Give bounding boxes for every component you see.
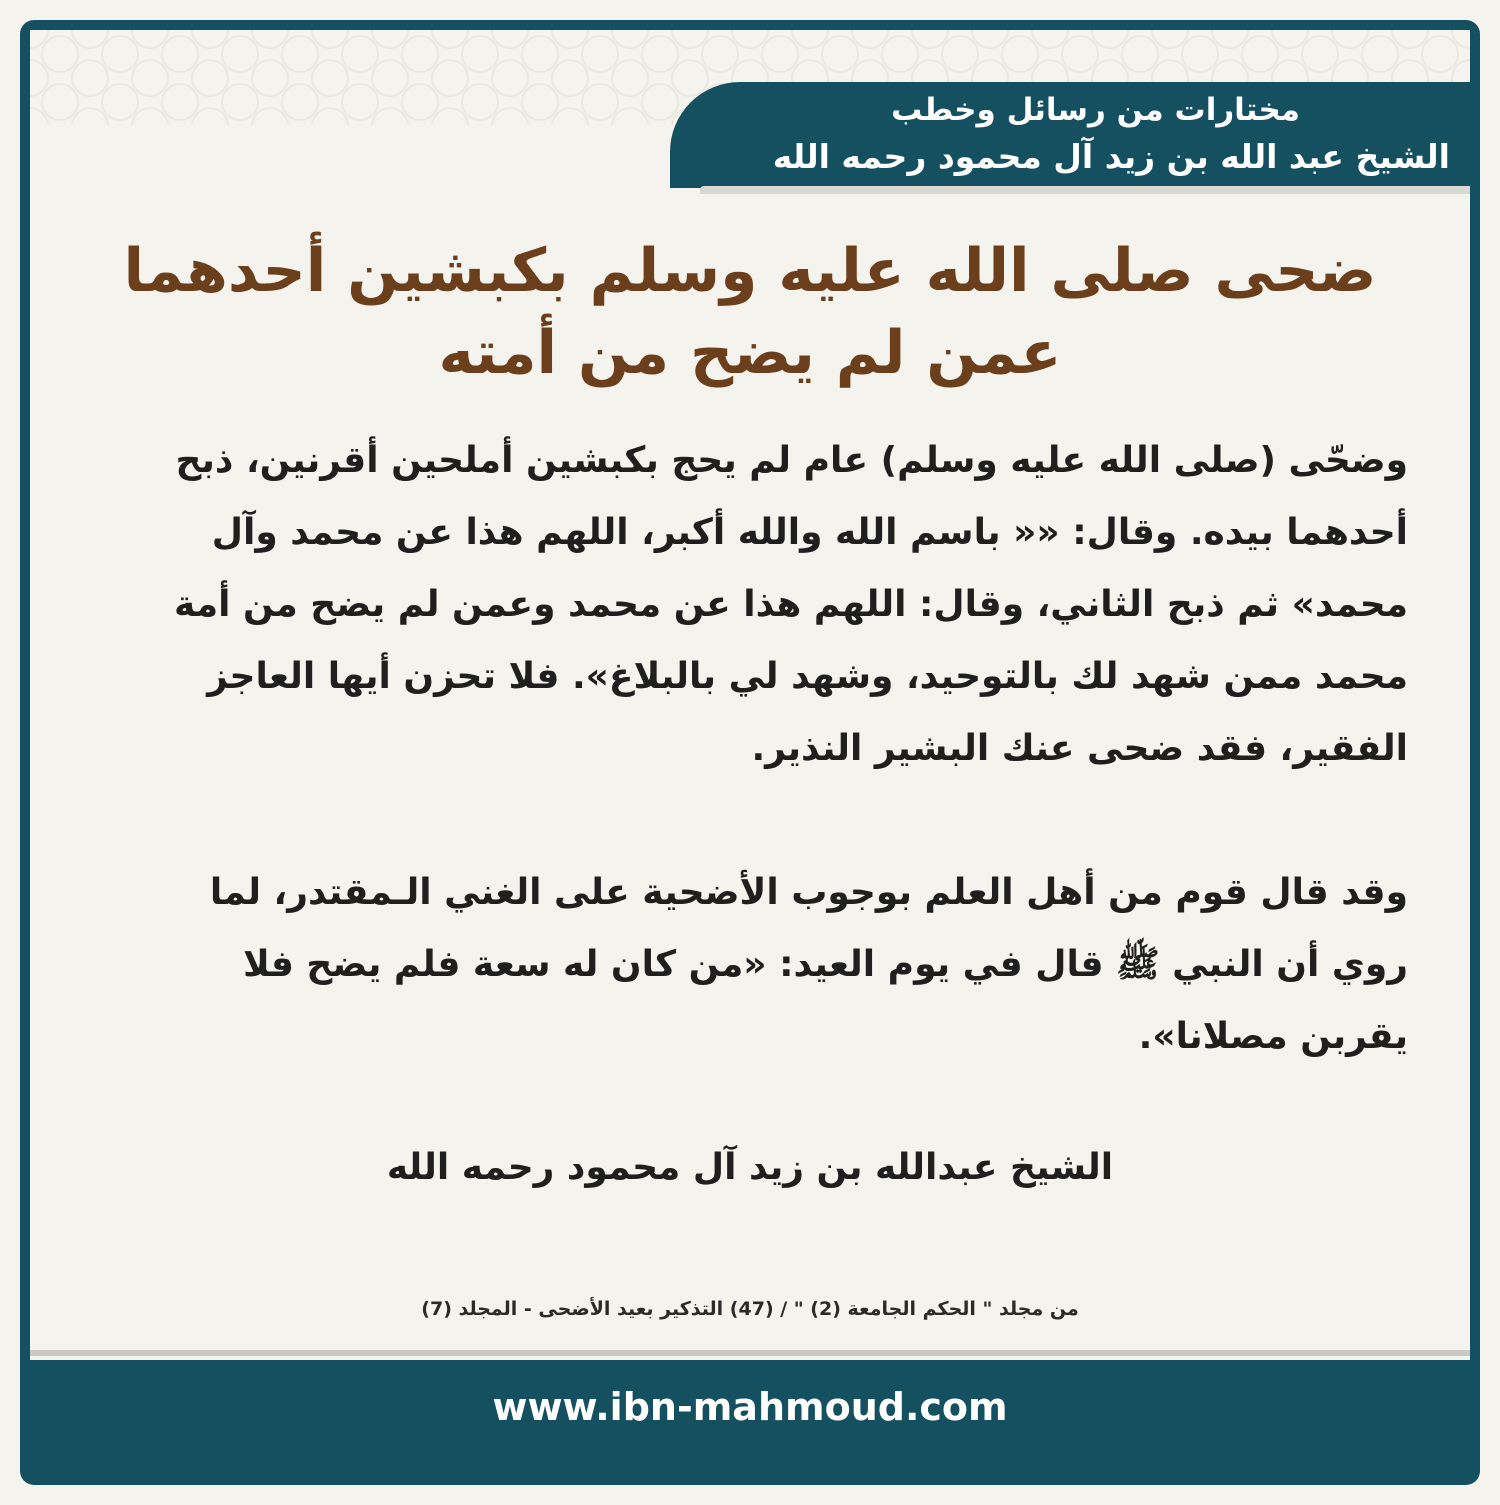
footer-divider [30, 1350, 1470, 1356]
signature: الشيخ عبدالله بن زيد آل محمود رحمه الله [386, 1147, 1114, 1188]
series-label: مختارات من رسائل وخطب [891, 92, 1300, 128]
header-badge [670, 82, 1470, 188]
content-panel [30, 30, 1470, 1360]
body-paragraph-1: وضحّى (صلى الله عليه وسلم) عام لم يحج بكبشين أملحين أقرنين، ذبح أحدهما بيده. وقال: «« باسم الله والله أكبر، اللهم هذا عن محمد وآل محمد» ثم ذبح الثاني، وقال: اللهم هذا عن محمد وعمن لم يضح من أمة محمد ممن شهد لك بالتوحيد، وشهد لي بالبلاغ». فلا تحزن أيها العاجز الفقير، فقد ضحى عنك البشير النذير. [174, 440, 1408, 769]
title-line-1: ضحى صلى الله عليه وسلم بكبشين أحدهما [123, 236, 1377, 306]
title-line-2: عمن لم يضح من أمته [438, 318, 1062, 388]
body-paragraph-2: وقد قال قوم من أهل العلم بوجوب الأضحية على الغني الـمقتدر، لما روي أن النبي ﷺ قال في يوم العيد: «من كان له سعة فلم يضح فلا يقربن مصلانا». [209, 872, 1408, 1057]
source-citation: من مجلد " الحكم الجامعة (2) " / (47) التذكير بعيد الأضحى - المجلد (7) [421, 1298, 1079, 1320]
author-label: الشيخ عبد الله بن زيد آل محمود رحمه الله [772, 137, 1450, 176]
website-link[interactable]: www.ibn-mahmoud.com [492, 1385, 1008, 1429]
header-shadow [700, 186, 1470, 194]
page-title [100, 230, 1400, 394]
card-frame [20, 20, 1480, 1485]
body-text [128, 425, 1408, 1073]
